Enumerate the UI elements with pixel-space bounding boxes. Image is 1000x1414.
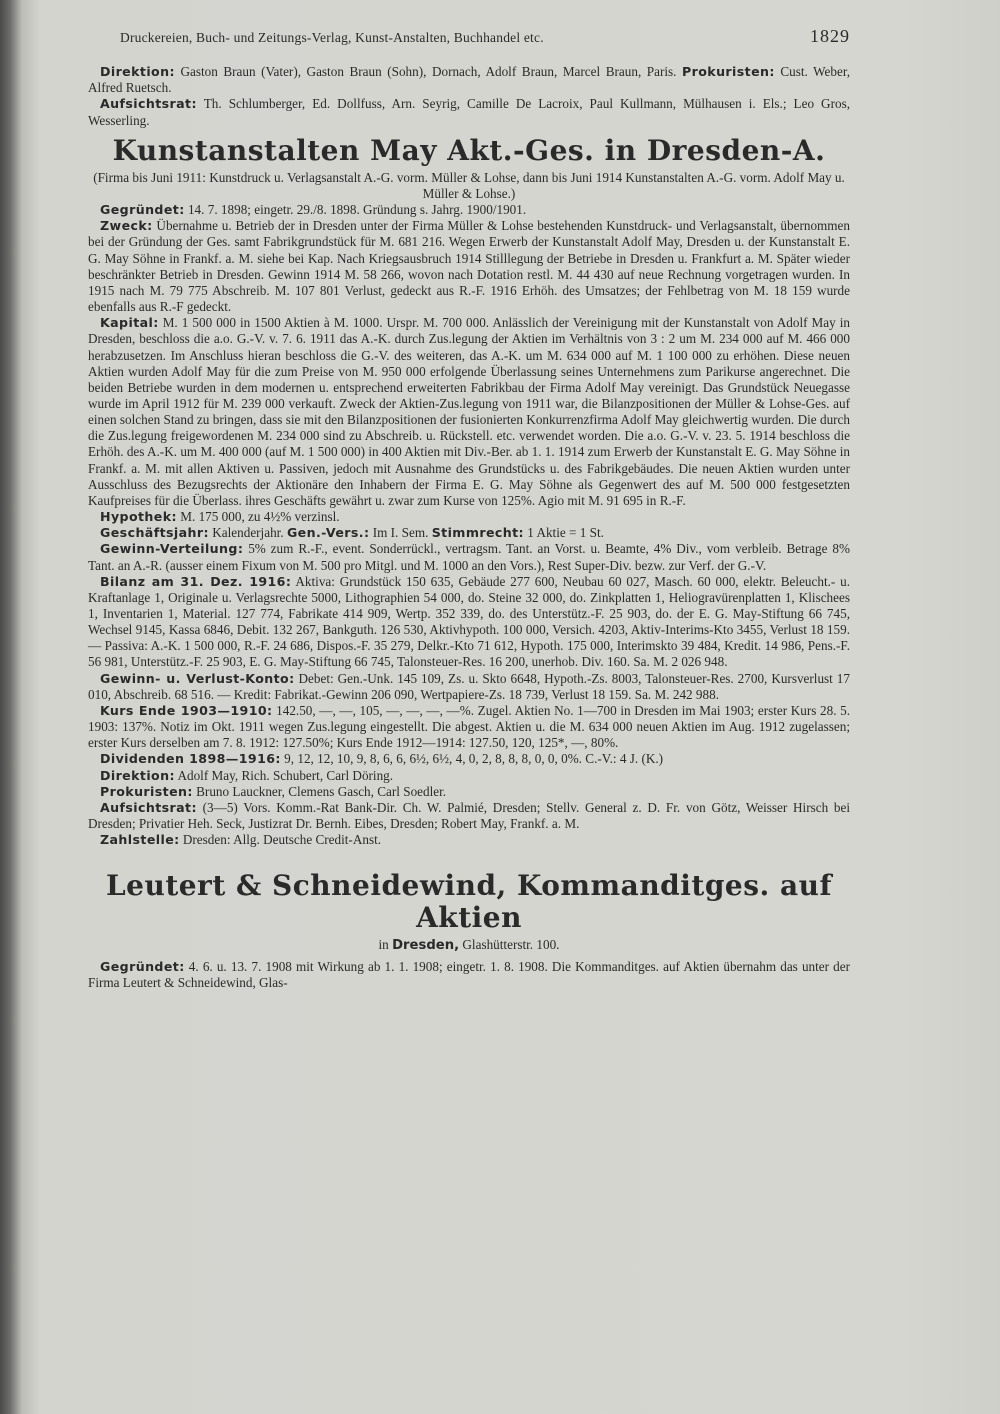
dividenden: Dividenden 1898—1916: 9, 12, 12, 10, 9, 8, 6, 6, 6½, 6½, 4, 0, 2, 8, 8, 8, 0, 0, 0%. C.-V.: 4 J. (K.) <box>100 751 664 767</box>
entry-title: Kunstanstalten May Akt.-Ges. in Dresden-A. <box>112 133 826 167</box>
prev-direktion: Direktion: Gaston Braun (Vater), Gaston Braun (Sohn), Dornach, Adolf Braun, Marcel Braun, Paris. Prokuristen: Cust. Weber, Alfred Ruetsch. <box>88 64 851 96</box>
zahlstelle: Zahlstelle: Dresden: Allg. Deutsche Credit-Anst. <box>100 832 382 848</box>
prokuristen: Prokuristen: Bruno Lauckner, Clemens Gasch, Carl Soedler. <box>100 783 447 799</box>
page-number: 1829 <box>810 26 850 46</box>
running-header <box>120 28 850 46</box>
gegruendet: Gegründet: 14. 7. 1898; eingetr. 29./8. 1898. Gründung s. Jahrg. 1900/1901. <box>100 202 527 218</box>
zweck: Zweck: Übernahme u. Betrieb der in Dresden unter der Firma Müller & Lohse bestehenden Kunstdruck- und Verlagsanstalt, übernommen bei der Gründung der Ges. samt Fabrikgrundstück für M. 681 216. Wegen Erwerb der Kunstanstalt Adolf May, Dresden u. der Kunstanstalt E. G. May Söhne in Frankf. a. M. siehe bei Kap. Nach Kriegsausbruch 1914 Stilllegung der Betriebe in Dresden u. Frankfurt a. M. Später wieder beschränkter Betrieb in Dresden. Gewinn 1914 M. 58 266, wovon nach Dotation restl. M. 44 430 auf neue Rechnung vorgetragen wurden. In 1915 nach M. 79 775 Abschreib. M. 107 801 Verlust, gedeckt aus R.-F. 1916 Erhöh. des Umsatzes; der Fehlbetrag von M. 18 159 wurde ebenfalls aus R.-F gedeckt. <box>88 218 851 315</box>
gewinn-verlust-konto: Gewinn- u. Verlust-Konto: Debet: Gen.-Unk. 145 109, Zs. u. Skto 6648, Hypoth.-Zs. 8003, Talonsteuer-Res. 2700, Kursverlust 17 010, Abschreib. 68 516. — Kredit: Fabrikat.-Gewinn 206 090, Wertpapiere-Zs. 18 739, Verlust 18 159. Sa. M. 242 988. <box>88 670 850 702</box>
prev-aufsichtsrat: Aufsichtsrat: Th. Schlumberger, Ed. Dollfuss, Arn. Seyrig, Camille De Lacroix, Paul Kullmann, Mülhausen i. Els.; Leo Gros, Wesserling. <box>88 96 850 128</box>
running-title: Druckereien, Buch- und Zeitungs-Verlag, Kunst-Anstalten, Buchhandel etc. <box>120 30 544 45</box>
kapital: Kapital: M. 1 500 000 in 1500 Aktien à M. 1000. Urspr. M. 700 000. Anlässlich der Vereinigung mit der Kunstanstalt von Adolf May in Dresden, beschloss die a.o. G.-V. v. 7. 6. 1911 das A.-K. durch Zus.legung der Aktien im Verhältnis von 3 : 2 um M. 234 000 auf M. 466 000 herabzusetzen. Im Anschluss hieran beschloss die G.-V. des weiteren, das A.-K. um M. 634 000 auf M. 1 100 000 zu erhöhen. Diese neuen Aktien wurden Adolf May für die zum Preise von M. 950 000 erfolgende Überlassung seines Unternehmens zum Parikurse angerechnet. Die beiden Betriebe wurden in dem modernen u. entsprechend erweiterten Fabrikbau der Firma Adolf May vereinigt. Das Grundstück Neuegasse wurde im April 1912 für M. 239 000 verkauft. Zweck der Aktien-Zus.legung von 1911 war, die Bilanzpositionen der Müller & Lohse-Ges. auf einen solchen Stand zu bringen, dass sie mit den Bilanzpositionen der fusionierten Konkurrenzfirma Adolf May gleichwertig wurden. Die durch die Zus.legung freigewordenen M. 234 000 sind zu Abschreib. u. Rückstell. etc. verwendet worden. Die a.o. G.-V. v. 23. 5. 1914 beschloss die Erhöh. des A.-K. um M. 400 000 (auf M. 1 500 000) in 400 Aktien mit Div.-Ber. ab 1. 1. 1914 zum Erwerb der Kunstanstalt E. G. May Söhne in Frankf. a. M. mit allen Aktiven u. Passiven, jedoch mit Ausnahme des Grundstücks u. des Fabrikgebäudes. Die neuen Aktien wurden unter Ausschluss des Bezugsrechts der Aktionäre den Inhabern der Firma E. G. May Söhne als Gegenwert des auf M. 500 000 festgesetzten Kaufpreises für die Überlass. ihres Geschäfts gewährt u. zwar zum Kurse von 125%. Agio mit M. 91 695 in R.-F. <box>88 315 850 508</box>
kurs: Kurs Ende 1903—1910: 142.50, —, —, 105, —, —, —, —%. Zugel. Aktien No. 1—700 in Dresden im Mai 1903; erster Kurs 28. 5. 1903: 137%. Notiz im Okt. 1911 wegen Zus.legung eingestellt. Die abgest. Aktien u. die M. 634 000 neuen Aktien im Aug. 1912 zugelassen; erster Kurs derselben am 7. 8. 1912: 127.50%; Kurs Ende 1912—1914: 127.50, 120, 125*, —, 80%. <box>88 702 851 751</box>
entry2-gegruendet: Gegründet: 4. 6. u. 13. 7. 1908 mit Wirkung ab 1. 1. 1908; eingetr. 1. 8. 1908. Die Kommanditges. auf Aktien übernahm das unter der Firma Leutert & Schneidewind, Glas- <box>88 958 851 990</box>
prev-direktion-label: Direktion: <box>100 64 175 80</box>
aufsichtsrat: Aufsichtsrat: (3—5) Vors. Komm.-Rat Bank-Dir. Ch. W. Palmié, Dresden; Stellv. General z. D. Fr. von Götz, Weisser Hirsch bei Dresden; Privatier Heh. Seck, Justizrat Dr. Bernh. Eibes, Dresden; Robert May, Frankf. a. M. <box>88 799 851 832</box>
direktion: Direktion: Adolf May, Rich. Schubert, Carl Döring. <box>100 767 394 783</box>
hypothek: Hypothek: M. 175 000, zu 4½% verzinsl. <box>100 509 340 525</box>
entry2-title: Leutert & Schneidewind, Kommanditges. auf Aktien <box>105 869 833 935</box>
prev-prokuristen-label: Prokuristen: <box>682 64 775 80</box>
entry2-subtitle: in Dresden, Glashütterstr. 100. <box>378 937 560 954</box>
geschaeftsjahr: Geschäftsjahr: Kalenderjahr. Gen.-Vers.: Im I. Sem. Stimmrecht: 1 Aktie = 1 St. <box>100 525 604 541</box>
firma-note: (Firma bis Juni 1911: Kunstdruck u. Verlagsanstalt A.-G. vorm. Müller & Lohse, dann bis Juni 1914 Kunstanstalten A.-G. vorm. Adolf May u. Müller & Lohse.) <box>93 169 845 201</box>
bilanz: Bilanz am 31. Dez. 1916: Aktiva: Grundstück 150 635, Gebäude 277 600, Neubau 60 027, Masch. 60 000, elektr. Beleucht.- u. Kraftanlage 1, Originale u. Verlagsrechte 5000, Lithographien 54 000, do. Steine 32 000, do. Zinkplatten 1, Heliogravürenplatten 1, Klischees 1, Inventarien 1, Material. 127 774, Fabrikate 414 909, Wertp. 352 339, do. des Unterstütz.-F. 25 903, do. der E. G. May-Stiftung 66 745, Wechsel 9145, Kassa 6846, Debit. 132 267, Bankguth. 126 530, Aktivhypoth. 100 000, Versich. 4203, Aktiv-Interims-Kto 3455, Verlust 18 159. — Passiva: A.-K. 1 500 000, R.-F. 24 686, Dispos.-F. 35 279, Delkr.-Kto 71 612, Hypoth. 175 000, Interimskto 39 484, Kredit. 14 986, Pens.-F. 56 981, Unterstütz.-F. 25 903, E. G. May-Stiftung 66 745, Talonsteuer-Res. 16 200, unerhob. Div. 160. Sa. M. 2 026 948. <box>88 573 851 670</box>
text-column <box>88 28 850 991</box>
gewinn-verteilung: Gewinn-Verteilung: 5% zum R.-F., event. Sonderrückl., vertragsm. Tant. an Vorst. u. Beamte, 4% Div., vom verbleib. Betrage 8% Tant. an A.-R. (ausser einem Fixum von M. 500 pro Mitgl. und M. 1000 an den Vors.), Rest Super-Div. bezw. zur Verf. der G.-V. <box>88 541 851 573</box>
